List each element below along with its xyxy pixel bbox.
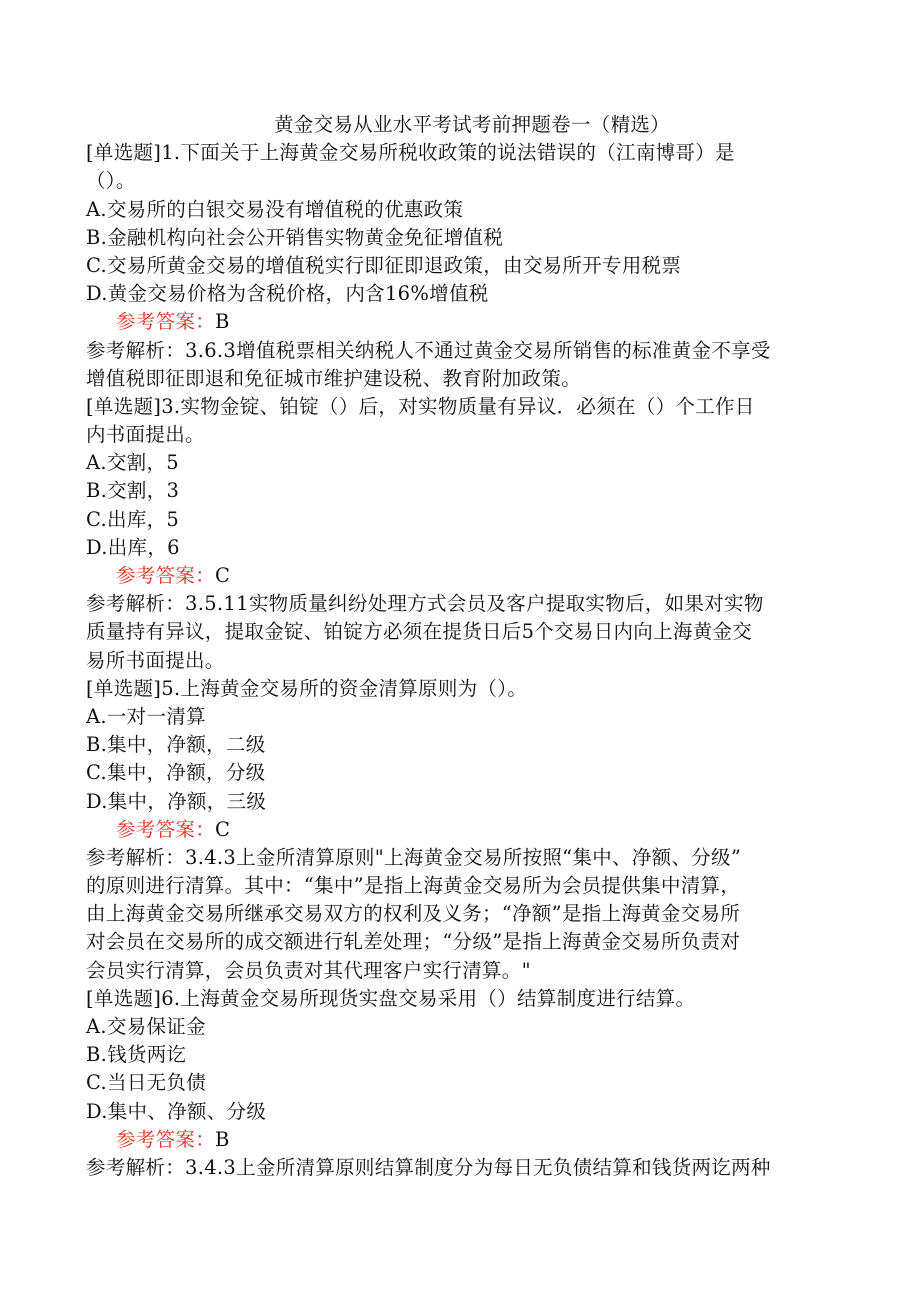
option-b: B.金融机构向社会公开销售实物黄金免征增值税 <box>86 225 504 249</box>
analysis-text: 参考解析：3.4.3上金所清算原则"上海黄金交易所按照“集中、净额、分级” <box>86 845 742 869</box>
option-a: A.交割，5 <box>86 451 179 475</box>
question-stem: [单选题]3.实物金锭、铂锭（）后，对实物质量有异议．必须在（）个工作日 <box>86 394 755 418</box>
option-a: A.一对一清算 <box>86 704 206 728</box>
question-block <box>86 675 846 985</box>
answer-label: 参考答案： <box>116 564 216 587</box>
answer-value: B <box>215 310 230 334</box>
answer-value: B <box>215 1127 230 1151</box>
option-b: B.交割，3 <box>86 479 180 503</box>
option-d: D.集中、净额、分级 <box>86 1099 267 1123</box>
document-title: 黄金交易从业水平考试考前押题卷一（精选） <box>273 113 670 136</box>
document-page <box>86 111 846 1182</box>
analysis-text: 参考解析：3.6.3增值税票相关纳税人不通过黄金交易所销售的标准黄金不享受 <box>86 338 771 362</box>
option-c: C.交易所黄金交易的增值税实行即征即退政策，由交易所开专用税票 <box>86 253 682 277</box>
answer-line <box>86 562 846 590</box>
question-block <box>86 985 846 1182</box>
answer-value: C <box>215 564 231 587</box>
option-c: C.当日无负债 <box>86 1071 207 1095</box>
question-stem: 内书面提出。 <box>86 423 205 447</box>
option-d: D.黄金交易价格为含税价格，内含16%增值税 <box>86 282 489 306</box>
answer-label: 参考答案： <box>116 1127 216 1151</box>
analysis-text: 由上海黄金交易所继承交易双方的权利及义务；“净额”是指上海黄金交易所 <box>86 902 741 926</box>
option-c: C.集中，净额，分级 <box>86 761 266 785</box>
answer-line <box>86 1126 846 1154</box>
option-b: B.钱货两讫 <box>86 1043 187 1067</box>
option-d: D.集中，净额，三级 <box>86 789 267 813</box>
option-a: A.交易保证金 <box>86 1015 206 1038</box>
answer-label: 参考答案： <box>116 817 216 841</box>
analysis-text: 增值税即征即退和免征城市维护建设税、教育附加政策。 <box>86 366 582 390</box>
option-c: C.出库，5 <box>86 507 180 531</box>
analysis-text: 质量持有异议，提取金锭、铂锭方必须在提货日后5个交易日内向上海黄金交 <box>86 620 753 644</box>
answer-line <box>86 308 846 336</box>
answer-line <box>86 816 846 844</box>
analysis-text: 参考解析：3.4.3上金所清算原则结算制度分为每日无负债结算和钱货两讫两种 <box>86 1155 771 1179</box>
question-block <box>86 393 846 675</box>
question-stem: （）。 <box>86 169 136 193</box>
analysis-text: 易所书面提出。 <box>86 648 225 672</box>
question-stem: [单选题]6.上海黄金交易所现货实盘交易采用（）结算制度进行结算。 <box>86 986 696 1010</box>
option-b: B.集中，净额，二级 <box>86 733 266 757</box>
answer-value: C <box>215 817 231 841</box>
analysis-text: 参考解析：3.5.11实物质量纠纷处理方式会员及客户提取实物后，如果对实物 <box>86 592 764 616</box>
question-stem: [单选题]5.上海黄金交易所的资金清算原则为（）。 <box>86 676 528 700</box>
analysis-text: 会员实行清算，会员负责对其代理客户实行清算。" <box>86 958 531 982</box>
analysis-text: 的原则进行清算。其中：“集中”是指上海黄金交易所为会员提供集中清算， <box>86 874 741 898</box>
option-a: A.交易所的白银交易没有增值税的优惠政策 <box>86 197 464 221</box>
analysis-text: 对会员在交易所的成交额进行轧差处理；“分级”是指上海黄金交易所负责对 <box>86 930 741 954</box>
question-block <box>86 139 846 393</box>
question-stem: [单选题]1.下面关于上海黄金交易所税收政策的说法错误的（江南博哥）是 <box>86 141 735 165</box>
answer-label: 参考答案： <box>116 310 216 334</box>
option-d: D.出库，6 <box>86 535 180 559</box>
